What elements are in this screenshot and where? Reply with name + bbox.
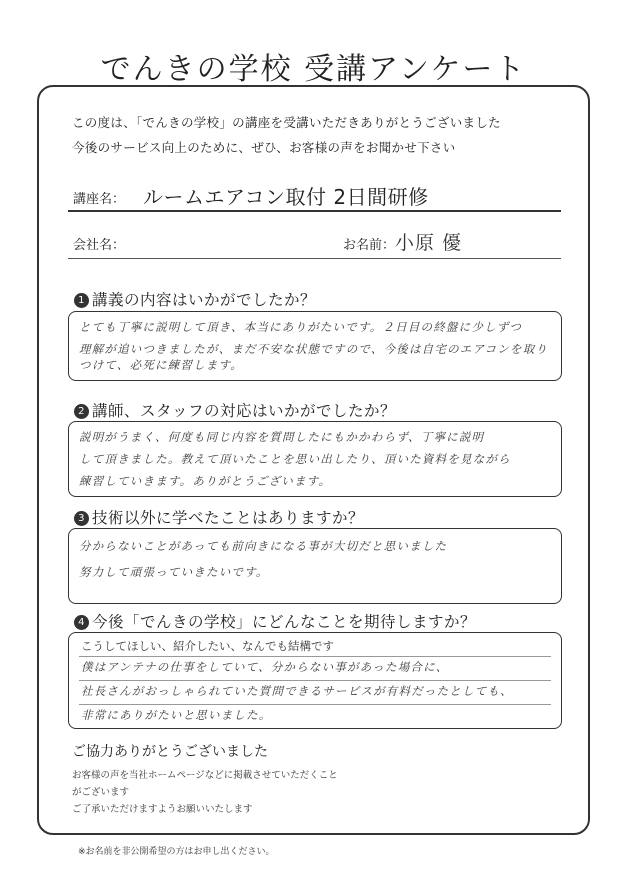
answer-2-line-3: 練習していきます。ありがとうございます。 bbox=[79, 474, 332, 488]
answer-box-4 bbox=[68, 632, 562, 729]
question-number-2: 2 bbox=[74, 404, 89, 419]
question-1 bbox=[74, 288, 316, 310]
course-label: 講座名： bbox=[73, 192, 126, 207]
answer-2-line-2: して頂きました。教えて頂いたことを思い出したり、頂いた資料を見ながら bbox=[79, 452, 511, 466]
answer-1-line-2: 理解が追いつきましたが、まだ不安な状態ですので、今後は自宅のエアコンを取り bbox=[79, 342, 549, 356]
question-4-hint: こうしてほしい、紹介したい、なんでも結構です bbox=[81, 639, 334, 653]
name-label: お名前： bbox=[343, 238, 396, 253]
footnote: ※お名前を非公開希望の方はお申し出ください。 bbox=[78, 847, 275, 857]
answer-4-line-3: 非常にありがたいと思いました。 bbox=[81, 708, 272, 722]
question-4-text: 今後「でんきの学校」にどんなことを期待しますか？ bbox=[92, 613, 477, 631]
consent-line-3: ご了承いただけますようお願いいたします bbox=[72, 804, 253, 815]
name-underline bbox=[68, 258, 561, 259]
question-4 bbox=[74, 610, 476, 632]
question-2-text: 講師、スタッフの対応はいかがでしたか？ bbox=[92, 402, 397, 420]
answer-3-line-2: 努力して頑張っていきたいです。 bbox=[79, 565, 269, 579]
course-underline bbox=[68, 210, 561, 212]
answer-box-1 bbox=[68, 311, 562, 381]
answer-1-line-3: つけて、必死に練習します。 bbox=[79, 358, 243, 372]
answer-3-line-1: 分からないことがあっても前向きになる事が大切だと思いました bbox=[79, 539, 448, 553]
intro-line-1: この度は、「でんきの学校」の講座を受講いただきありがとうございました bbox=[72, 115, 501, 130]
answer-1-line-1: とても丁寧に説明して頂き、本当にありがたいです。２日目の終盤に少しずつ bbox=[79, 320, 523, 334]
answer-box-2 bbox=[68, 421, 562, 497]
question-1-text: 講義の内容はいかがでしたか？ bbox=[92, 291, 317, 309]
question-number-1: 1 bbox=[74, 293, 89, 308]
question-3-text: 技術以外に学べたことはありますか？ bbox=[92, 509, 365, 527]
consent-line-2: がございます bbox=[72, 787, 130, 798]
handwritten-signature: 小原 優 bbox=[395, 232, 463, 254]
question-number-4: 4 bbox=[74, 615, 89, 630]
answer-4-line-1: 僕はアンテナの仕事をしていて、分からない事があった場合に、 bbox=[81, 660, 449, 674]
question-2 bbox=[74, 399, 396, 421]
course-name: ルームエアコン取付 2日間研修 bbox=[143, 185, 429, 209]
intro-line-2: 今後のサービス向上のために、ぜひ、お客様の声をお聞かせ下さい bbox=[72, 140, 456, 155]
answer-box-3 bbox=[68, 528, 562, 604]
answer-4-line-2: 社長さんがおっしゃられていた質問できるサービスが有料だったとしても、 bbox=[81, 684, 513, 698]
question-3 bbox=[74, 506, 364, 528]
company-label: 会社名： bbox=[73, 238, 126, 253]
thanks-message: ご協力ありがとうございました bbox=[72, 744, 268, 760]
consent-line-1: お客様の声を当社ホームページなどに掲載させていただくこと bbox=[72, 770, 338, 781]
question-number-3: 3 bbox=[74, 511, 89, 526]
page-title: でんきの学校 受講アンケート bbox=[100, 52, 527, 87]
answer-2-line-1: 説明がうまく、何度も同じ内容を質問したにもかかわらず、丁寧に説明 bbox=[79, 430, 485, 444]
